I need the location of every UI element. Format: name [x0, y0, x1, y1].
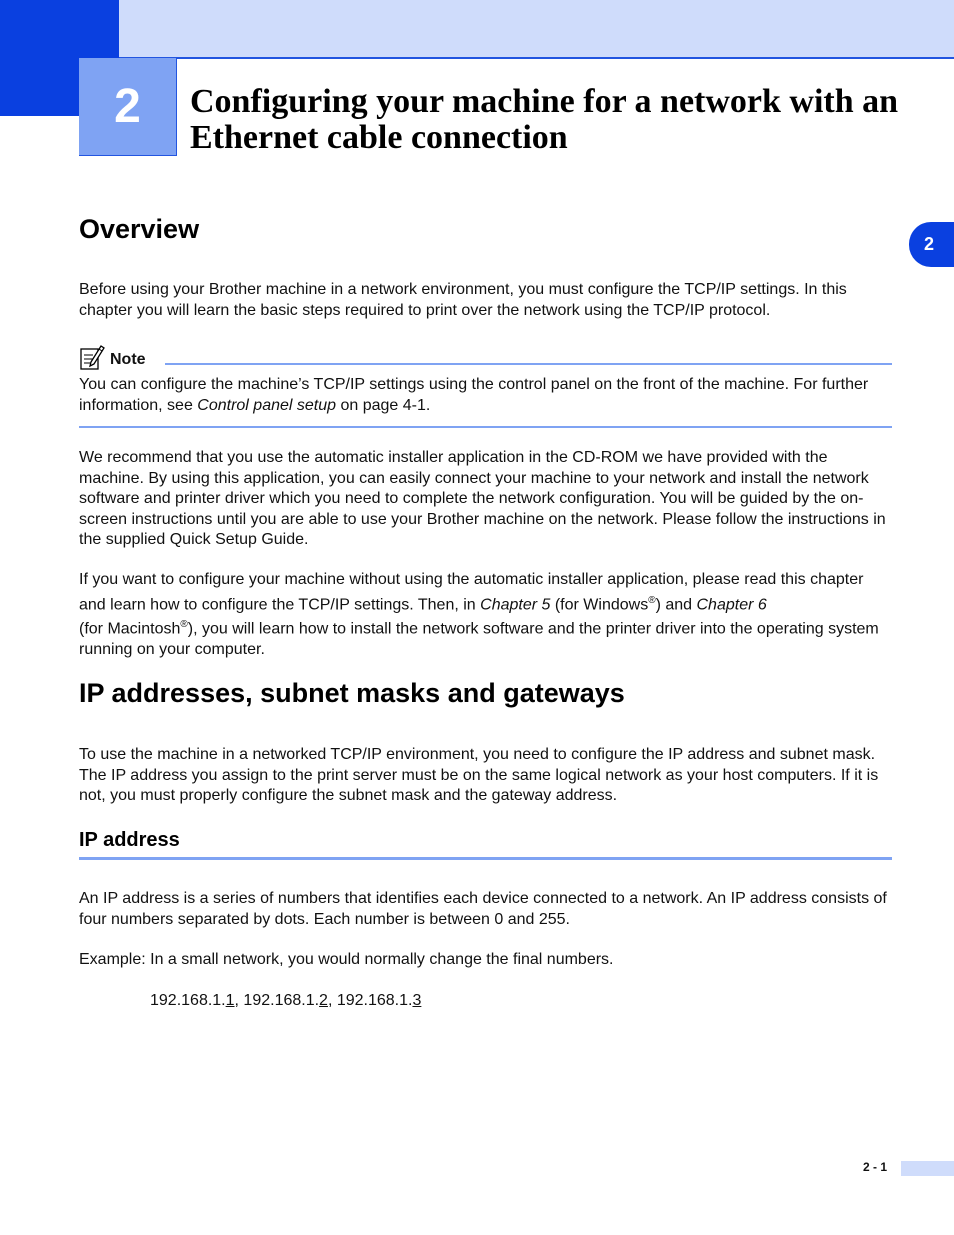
header-divider [119, 57, 954, 59]
chapter-number-box: 2 [79, 58, 177, 156]
ip-example-final-number: 3 [412, 992, 422, 1009]
chapter-side-tab[interactable]: 2 [909, 222, 954, 267]
chapter-5-reference[interactable]: Chapter 5 [480, 595, 551, 613]
ip-example-part: , 192.168.1. [327, 992, 413, 1009]
ip-example-part: 192.168.1. [150, 992, 226, 1009]
ip-section-paragraph: To use the machine in a networked TCP/IP environment, you need to configure the IP address and subnet mask. The IP address you assign to the print server must be on the same logical network as your host computers. If it is not, you must properly configure the subnet mask and the gateway address. [79, 746, 879, 804]
ip-example-final-number: 2 [319, 992, 328, 1009]
installer-paragraph: We recommend that you use the automatic installer application in the CD-ROM we have provided with the machine. By using this application, you can easily connect your machine to your network and install the network software and printer driver which you need to complete the network configuration. You will be guided by the on-screen instructions until you are able to use your Brother machine on the network. Please follow the instructions in the supplied Quick Setup Guide. [79, 449, 886, 548]
ip-example-final-number: 1 [225, 992, 235, 1009]
chapter-title: Configuring your machine for a network with an Ethernet cable connection [190, 83, 899, 156]
manual-config-text-5: ), you will learn how to install the network software and the printer driver into the operating system running on your computer. [79, 620, 879, 659]
manual-config-text-2: (for Windows [550, 595, 649, 613]
registered-mark: ® [648, 594, 656, 606]
note-pencil-icon [79, 343, 105, 371]
ip-address-rule [79, 857, 892, 860]
note-label: Note [110, 351, 146, 368]
manual-config-text-3: ) and [655, 595, 697, 613]
chapter-6-reference[interactable]: Chapter 6 [696, 595, 767, 613]
page-number: 2 - 1 [863, 1160, 888, 1174]
note-bottom-rule [79, 426, 892, 428]
manual-config-paragraph [79, 570, 894, 661]
registered-mark: ® [180, 619, 188, 631]
control-panel-setup-reference[interactable]: Control panel setup [197, 396, 337, 414]
note-text-before: You can configure the machine’s TCP/IP settings using the control panel on the front of the machine. For further information, see [79, 376, 869, 414]
manual-config-text-1: If you want to configure your machine without using the automatic installer application, please read this chapter and learn how to configure the TCP/IP settings. Then, in [79, 571, 864, 613]
header-band [119, 0, 954, 57]
note-top-rule [165, 363, 892, 365]
ip-address-heading: IP address [79, 829, 180, 851]
overview-paragraph: Before using your Brother machine in a network environment, you must configure the TCP/IP settings. In this chapter you will learn the basic steps required to print over the network using the TCP/IP protocol. [79, 281, 847, 319]
overview-heading: Overview [79, 214, 200, 244]
manual-config-text-4: (for Macintosh [79, 620, 181, 638]
note-text [79, 375, 894, 416]
footer-bar [901, 1161, 954, 1176]
example-paragraph: Example: In a small network, you would normally change the final numbers. [79, 951, 614, 968]
ip-example-line [150, 991, 421, 1011]
note-text-after: on page 4-1. [336, 396, 431, 414]
ip-example-part: , 192.168.1. [234, 992, 320, 1009]
ip-address-paragraph: An IP address is a series of numbers that identifies each device connected to a network. An IP address consists of four numbers separated by dots. Each number is between 0 and 255. [79, 890, 887, 928]
ip-section-heading: IP addresses, subnet masks and gateways [79, 678, 625, 708]
